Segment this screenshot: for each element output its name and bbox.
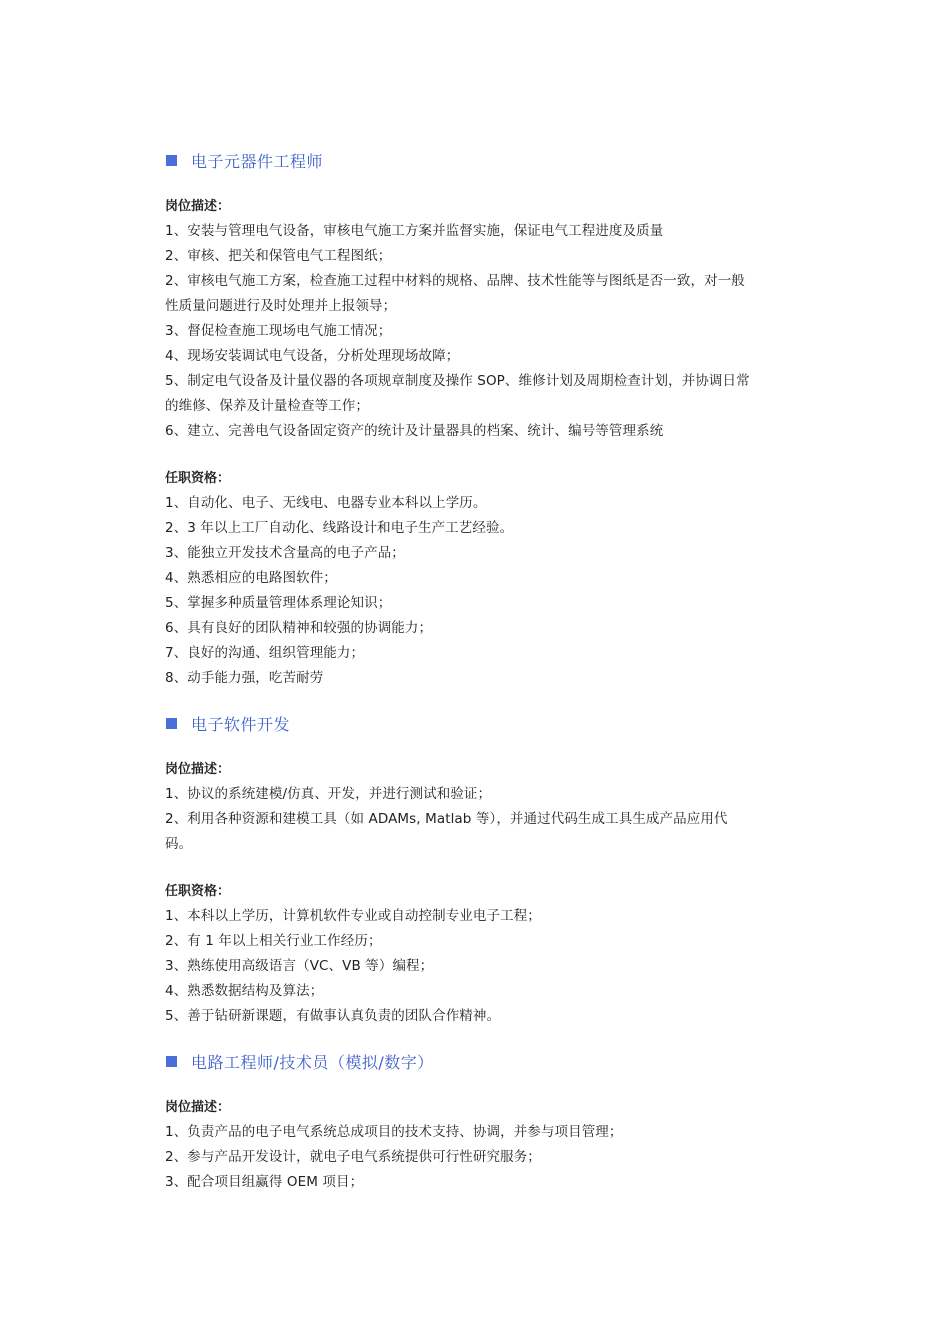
qualifications-label: 任职资格：	[165, 884, 231, 899]
list-item: 1、本科以上学历，计算机软件专业或自动控制专业电子工程；	[165, 908, 541, 924]
list-item: 6、建立、完善电气设备固定资产的统计及计量器具的档案、统计、编号等管理系统	[165, 423, 664, 439]
list-item: 2、有 1 年以上相关行业工作经历；	[165, 933, 382, 949]
list-item: 1、安装与管理电气设备，审核电气施工方案并监督实施，保证电气工程进度及质量	[165, 223, 664, 239]
list-item: 3、督促检查施工现场电气施工情况；	[165, 323, 392, 339]
qualifications-label: 任职资格：	[165, 471, 231, 486]
section-circuit-engineer	[165, 1049, 785, 1195]
list-item: 2、参与产品开发设计，就电子电气系统提供可行性研究服务；	[165, 1149, 541, 1165]
section-heading	[166, 148, 785, 172]
square-bullet-icon	[166, 1056, 177, 1067]
square-bullet-icon	[166, 718, 177, 729]
job-description-label: 岗位描述：	[165, 199, 231, 214]
job-description-block	[165, 194, 785, 444]
section-heading	[166, 1049, 785, 1073]
square-bullet-icon	[166, 155, 177, 166]
section-electronic-components-engineer	[165, 148, 785, 691]
job-description-block	[165, 1095, 785, 1195]
list-item: 2、3 年以上工厂自动化、线路设计和电子生产工艺经验。	[165, 520, 514, 536]
section-heading	[166, 711, 785, 735]
section-title: 电子软件开发	[191, 714, 291, 734]
list-item: 7、良好的沟通、组织管理能力；	[165, 645, 365, 661]
section-title: 电子元器件工程师	[191, 151, 324, 171]
list-item: 3、能独立开发技术含量高的电子产品；	[165, 545, 405, 561]
list-item: 2、利用各种资源和建模工具（如 ADAMs, Matlab 等），并通过代码生成工具生成产品应用代	[165, 811, 728, 827]
list-item: 2、审核、把关和保管电气工程图纸；	[165, 248, 392, 264]
list-item: 3、熟练使用高级语言（VC、VB 等）编程；	[165, 958, 434, 974]
list-item: 码。	[165, 836, 193, 852]
list-item: 4、熟悉相应的电路图软件；	[165, 570, 337, 586]
list-item: 4、现场安装调试电气设备，分析处理现场故障；	[165, 348, 460, 364]
list-item: 5、制定电气设备及计量仪器的各项规章制度及操作 SOP、维修计划及周期检查计划，并协调日常	[165, 373, 750, 389]
list-item: 的维修、保养及计量检查等工作；	[165, 398, 369, 414]
list-item: 性质量问题进行及时处理并上报领导；	[165, 298, 397, 314]
list-item: 5、掌握多种质量管理体系理论知识；	[165, 595, 392, 611]
list-item: 1、协议的系统建模/仿真、开发，并进行测试和验证；	[165, 786, 492, 802]
job-description-block	[165, 757, 785, 857]
section-electronic-software-development	[165, 711, 785, 1029]
list-item: 8、动手能力强，吃苦耐劳	[165, 670, 324, 686]
list-item: 1、负责产品的电子电气系统总成项目的技术支持、协调，并参与项目管理；	[165, 1124, 623, 1140]
section-title: 电路工程师/技术员（模拟/数字）	[191, 1052, 434, 1072]
list-item: 6、具有良好的团队精神和较强的协调能力；	[165, 620, 433, 636]
job-description-label: 岗位描述：	[165, 762, 231, 777]
list-item: 4、熟悉数据结构及算法；	[165, 983, 324, 999]
list-item: 3、配合项目组赢得 OEM 项目；	[165, 1174, 364, 1190]
list-item: 5、善于钻研新课题，有做事认真负责的团队合作精神。	[165, 1008, 501, 1024]
qualifications-block	[165, 879, 785, 1029]
job-description-label: 岗位描述：	[165, 1100, 231, 1115]
list-item: 2、审核电气施工方案，检查施工过程中材料的规格、品牌、技术性能等与图纸是否一致，对一般	[165, 273, 745, 289]
list-item: 1、自动化、电子、无线电、电器专业本科以上学历。	[165, 495, 487, 511]
qualifications-block	[165, 466, 785, 691]
